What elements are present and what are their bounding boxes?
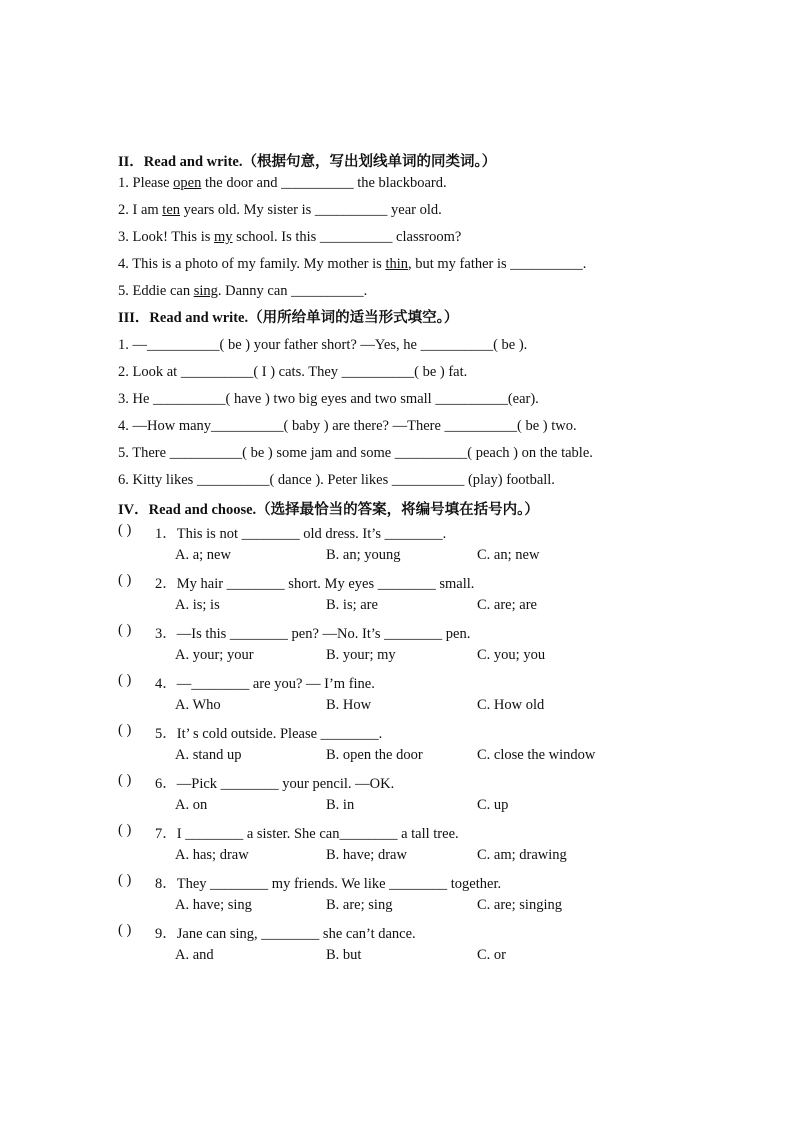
option-b: B. have; draw: [326, 847, 407, 863]
section-2-item-1: 1. Please open the door and __________ the blackboard.: [118, 175, 447, 191]
option-a: A. on: [175, 797, 208, 813]
section-3-item-3: 3. He __________( have ) two big eyes and two small __________(ear).: [118, 391, 539, 407]
option-b: B. in: [326, 797, 355, 813]
answer-bracket[interactable]: ( ): [118, 922, 132, 938]
question-2: 2．My hair ________ short. My eyes ________ small.: [155, 576, 475, 592]
answer-bracket[interactable]: ( ): [118, 772, 132, 788]
option-b: B. but: [326, 947, 362, 963]
section-2-item-3: 3. Look! This is my school. Is this __________ classroom?: [118, 229, 462, 245]
underlined-word: open: [173, 175, 202, 191]
question-6: 6．—Pick ________ your pencil. —OK.: [155, 776, 395, 792]
answer-bracket[interactable]: ( ): [118, 522, 132, 538]
answer-bracket[interactable]: ( ): [118, 622, 132, 638]
question-9: 9．Jane can sing, ________ she can’t dance.: [155, 926, 416, 942]
option-b: B. an; young: [326, 547, 401, 563]
option-a: A. is; is: [175, 597, 220, 613]
question-1: 1．This is not ________ old dress. It’s ________.: [155, 526, 447, 542]
question-7: 7．I ________ a sister. She can________ a tall tree.: [155, 826, 459, 842]
option-b: B. How: [326, 697, 372, 713]
option-b: B. your; my: [326, 647, 396, 663]
section-3-heading: III．Read and write.（用所给单词的适当形式填空。）: [118, 310, 459, 326]
option-c: C. an; new: [477, 547, 540, 563]
section-3-item-5: 5. There __________( be ) some jam and some __________( peach ) on the table.: [118, 445, 593, 461]
option-c: C. are; are: [477, 597, 537, 613]
section-2-item-5: 5. Eddie can sing. Danny can __________.: [118, 283, 368, 299]
option-c: C. How old: [477, 697, 545, 713]
answer-bracket[interactable]: ( ): [118, 872, 132, 888]
answer-bracket[interactable]: ( ): [118, 672, 132, 688]
option-b: B. is; are: [326, 597, 378, 613]
option-a: A. Who: [175, 697, 221, 713]
question-5: 5．It’ s cold outside. Please ________.: [155, 726, 383, 742]
section-3-item-2: 2. Look at __________( I ) cats. They __________( be ) fat.: [118, 364, 468, 380]
section-3-item-1: 1. —__________( be ) your father short? —Yes, he __________( be ).: [118, 337, 528, 353]
option-c: C. close the window: [477, 747, 596, 763]
answer-bracket[interactable]: ( ): [118, 822, 132, 838]
section-2-heading: II．Read and write.（根据句意，写出划线单词的同类词。）: [118, 154, 497, 170]
option-c: C. up: [477, 797, 509, 813]
option-a: A. your; your: [175, 647, 254, 663]
option-a: A. have; sing: [175, 897, 252, 913]
question-4: 4．—________ are you? — I’m fine.: [155, 676, 375, 692]
underlined-word: my: [214, 229, 233, 245]
section-4-heading: IV．Read and choose.（选择最恰当的答案，将编号填在括号内。）: [118, 502, 539, 518]
underlined-word: ten: [162, 202, 181, 218]
question-3: 3．—Is this ________ pen? —No. It’s ________ pen.: [155, 626, 471, 642]
section-2-item-2: 2. I am ten years old. My sister is __________ year old.: [118, 202, 442, 218]
option-c: C. am; drawing: [477, 847, 567, 863]
option-b: B. are; sing: [326, 897, 393, 913]
underlined-word: sing: [193, 283, 218, 299]
underlined-word: thin: [385, 256, 408, 272]
option-a: A. and: [175, 947, 214, 963]
section-2-item-4: 4. This is a photo of my family. My mother is thin, but my father is __________.: [118, 256, 587, 272]
answer-bracket[interactable]: ( ): [118, 722, 132, 738]
option-a: A. stand up: [175, 747, 242, 763]
option-b: B. open the door: [326, 747, 423, 763]
option-c: C. or: [477, 947, 506, 963]
option-a: A. has; draw: [175, 847, 249, 863]
option-a: A. a; new: [175, 547, 231, 563]
question-8: 8．They ________ my friends. We like ________ together.: [155, 876, 502, 892]
option-c: C. you; you: [477, 647, 546, 663]
section-3-item-6: 6. Kitty likes __________( dance ). Peter likes __________ (play) football.: [118, 472, 555, 488]
option-c: C. are; singing: [477, 897, 562, 913]
section-3-item-4: 4. —How many__________( baby ) are there? —There __________( be ) two.: [118, 418, 577, 434]
answer-bracket[interactable]: ( ): [118, 572, 132, 588]
